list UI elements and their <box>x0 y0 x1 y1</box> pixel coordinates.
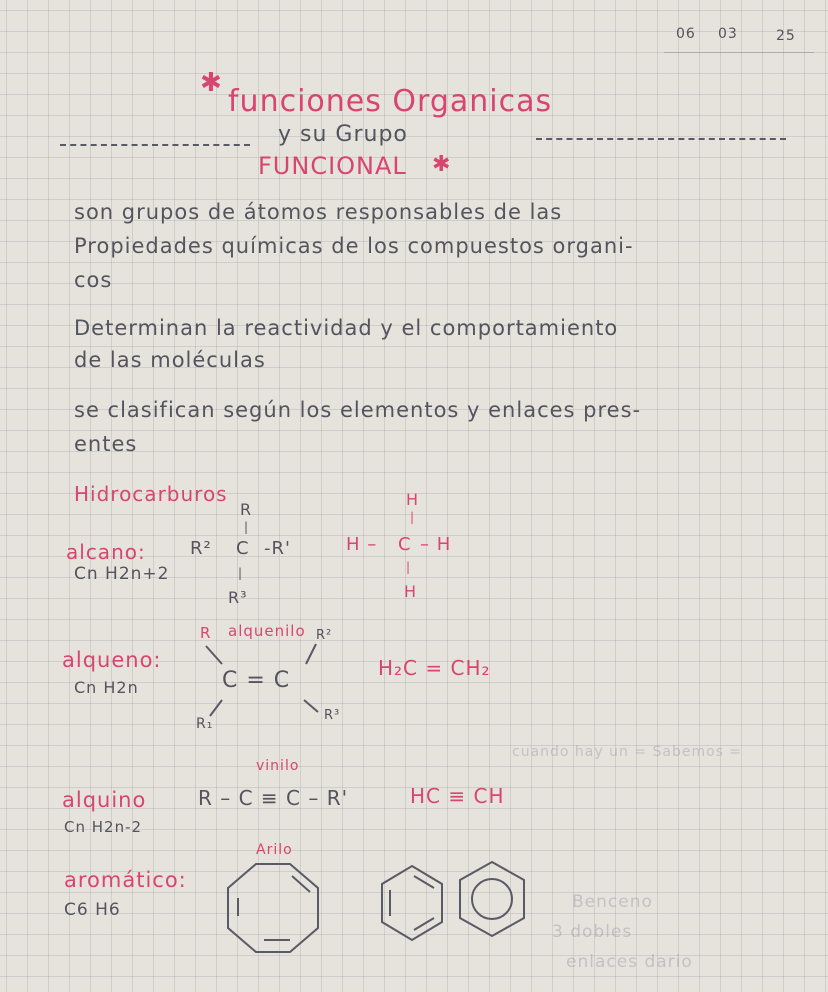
section-heading: Hidrocarburos <box>74 482 228 506</box>
alqueno-r2: R² <box>316 628 333 643</box>
arilo-label: Arilo <box>256 842 293 858</box>
methane-h-top: H <box>406 490 420 509</box>
alcano-c: C <box>236 538 250 559</box>
alcano-r3: R³ <box>228 588 248 607</box>
methane-c: C <box>398 534 412 555</box>
faint-note-cuando: cuando hay un = Sabemos = <box>512 744 743 760</box>
alcano-formula: Cn H2n+2 <box>74 564 170 584</box>
alqueno-double-bond: C = C <box>222 668 291 693</box>
alcano-r2: R² <box>190 538 212 559</box>
benzene-kekule-icon <box>382 866 442 940</box>
methane-h-bottom: H <box>404 582 418 601</box>
paragraph-1-line-1: son grupos de átomos responsables de las <box>74 200 563 224</box>
alquino-formula: Cn H2n-2 <box>64 818 143 836</box>
alqueno-r-tl: R <box>200 624 212 642</box>
faint-note-benceno: Benceno <box>572 892 653 912</box>
alquino-general: R – C ≡ C – R' <box>198 786 349 810</box>
vinilo-label: vinilo <box>256 758 300 774</box>
acetylene-formula: HC ≡ CH <box>410 784 505 808</box>
faint-note-dobles: 3 dobles <box>552 922 633 942</box>
date-year: 25 <box>776 28 796 44</box>
paragraph-3-line-2: entes <box>74 432 138 456</box>
alcano-label: alcano: <box>66 540 146 564</box>
title-star-icon: ✱ <box>200 68 223 98</box>
title-functional: FUNCIONAL <box>258 152 407 180</box>
faint-note-enlaces: enlaces dario <box>566 952 693 972</box>
alqueno-r3: R³ <box>324 708 341 723</box>
alqueno-label: alqueno: <box>62 648 162 672</box>
alqueno-r-bl: R₁ <box>196 716 214 732</box>
methane-bond-bottom: | <box>406 560 412 574</box>
paragraph-2-line-1: Determinan la reactividad y el comportamiento <box>74 316 619 340</box>
paragraph-2-line-2: de las moléculas <box>74 348 266 372</box>
methane-h-left: H – <box>346 534 378 555</box>
alqueno-formula: Cn H2n <box>74 678 139 697</box>
date-day: 06 <box>676 26 696 42</box>
title-star-icon-2: ✱ <box>432 152 452 177</box>
ethylene-formula: H₂C = CH₂ <box>378 656 491 680</box>
alcano-bond-top: | <box>244 520 250 534</box>
aromatico-formula: C6 H6 <box>64 900 121 920</box>
title-subline: y su Grupo <box>278 122 408 147</box>
alquino-label: alquino <box>62 788 147 812</box>
octagon-ring-icon <box>228 864 318 952</box>
methane-bond-top: | <box>410 510 416 524</box>
alcano-r1: -R' <box>264 538 291 559</box>
alcano-bond-bottom: | <box>238 566 244 580</box>
methane-h-right: – H <box>420 534 452 555</box>
paragraph-1-line-3: cos <box>74 268 113 292</box>
date-month: 03 <box>718 26 738 42</box>
alquenilo-label: alquenilo <box>228 622 306 640</box>
aromatico-label: aromático: <box>64 868 187 892</box>
benzene-circle-icon <box>460 862 524 936</box>
paragraph-3-line-1: se clasifican según los elementos y enlaces pres- <box>74 398 642 422</box>
alcano-r-top: R <box>240 500 253 519</box>
paragraph-1-line-2: Propiedades químicas de los compuestos organi- <box>74 234 634 258</box>
page-title: funciones Organicas <box>228 84 553 119</box>
